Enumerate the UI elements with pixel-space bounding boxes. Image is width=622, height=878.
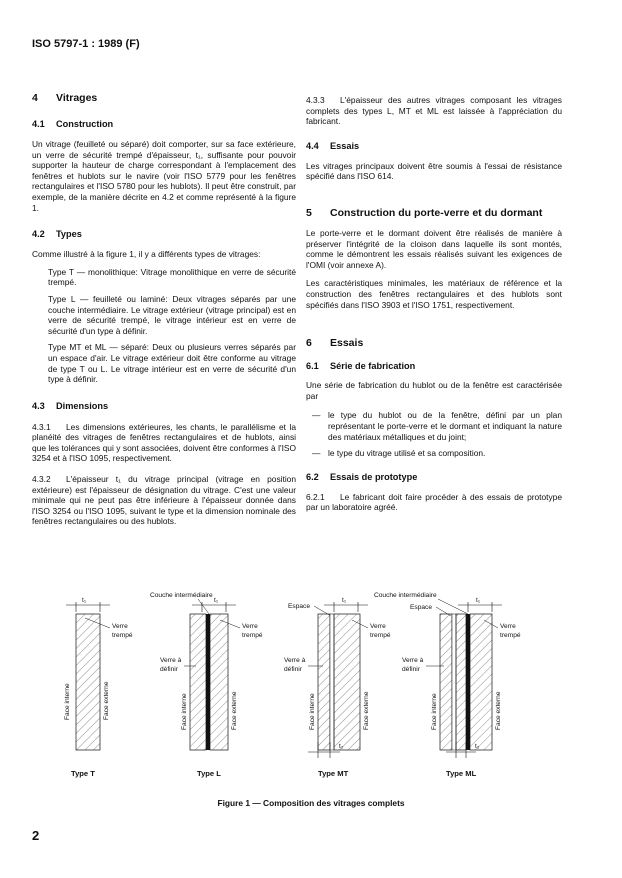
section-4-1-text: Un vitrage (feuilleté ou séparé) doit comporter, sur sa face extérieure, un verre de sécurité trempé d'épaisseur, t₁, suffisante pour pouvoir supporter la hauteur de charge correspondant à l'emplacement des fenêtres et hublots sur le navire (voir l'ISO 5779 pour les fenêtres rectangulaires et l'ISO 5780 pour les hublots). Il peut être construit, par exemple, de la manière décrite en 4.2 et comme représenté à la figure 1. xyxy=(32,139,296,213)
type-t-description: Type T — monolithique: Vitrage monolithique en verre de sécurité trempé. xyxy=(48,266,296,288)
section-6-2-heading: 6.2 Essais de prototype xyxy=(306,471,418,482)
verre-trempe-label: trempé xyxy=(370,632,391,639)
couche-intermediaire-label: Couche intermédiaire xyxy=(374,592,437,599)
section-6-1-text: Une série de fabrication du hublot ou de la fenêtre est caractérisée par xyxy=(306,380,562,401)
section-4-2-intro: Comme illustré à la figure 1, il y a différents types de vitrages: xyxy=(32,249,261,260)
type-l-label: Type L xyxy=(197,769,221,778)
section-4-heading: 4 Vitrages xyxy=(32,92,98,104)
section-6-1-heading: 6.1 Série de fabrication xyxy=(306,361,416,372)
face-externe-label: Face externe xyxy=(495,691,502,730)
type-t-diagram xyxy=(64,597,133,778)
type-l-diagram xyxy=(150,592,263,778)
right-column xyxy=(306,95,562,513)
type-l-description: Type L — feuilleté ou laminé: Deux vitrages séparés par une couche intermédiaire. Le vitrage extérieur (vitrage principal) est en verre de sécurité trempé, le vitrage intérieur est en verre de sécurité d'un type à définir. xyxy=(48,293,296,336)
section-4-4-heading: 4.4 Essais xyxy=(306,140,360,151)
page-number: 2 xyxy=(32,828,40,843)
left-column xyxy=(32,92,296,527)
face-externe-label: Face externe xyxy=(231,691,238,730)
section-4-4-text: Les vitrages principaux doivent être soumis à l'essai de résistance spécifié dans l'ISO 614. xyxy=(306,160,562,182)
section-4-3-3-text: 4.3.3 L'épaisseur des autres vitrages composant les vitrages complets des types L, MT et ML est laissée à l'appréciation du fabricant. xyxy=(306,95,562,127)
verre-trempe-label: trempé xyxy=(500,632,521,639)
face-interne-label: Face interne xyxy=(64,683,71,720)
verre-trempe-label: Verre xyxy=(242,623,258,630)
section-4-3-heading: 4.3 Dimensions xyxy=(32,400,109,411)
verre-a-definir-label: définir xyxy=(284,666,302,673)
section-4-3-2-text: 4.3.2 L'épaisseur t₁ du vitrage principal (vitrage en position extérieure) est l'épaisseur de désignation du vitrage. C'est une valeur minimale qui ne peut pas être inférieure à l'épaisseur donnée dans l'ISO 3254 ou l'ISO 1095, suivant le type et la dimension nominale des fenêtres rectangulaires ou des hublots. xyxy=(32,474,296,527)
t2-label: t₂ xyxy=(339,743,344,750)
espace-label: Espace xyxy=(288,603,310,610)
t1-label: t₁ xyxy=(214,597,219,604)
section-6-2-1-text: 6.2.1 Le fabricant doit faire procéder à des essais de prototype par un laboratoire agréé. xyxy=(306,491,562,513)
type-mt-label: Type MT xyxy=(318,769,349,778)
verre-a-definir-label: Verre à xyxy=(402,657,424,664)
section-6-1-item-2: — le type du vitrage utilisé et sa composition. xyxy=(312,448,486,459)
t1-label: t₁ xyxy=(342,597,347,604)
t1-label: t₁ xyxy=(82,597,87,604)
section-5-heading: 5 Construction du porte-verre et du dormant xyxy=(306,206,543,219)
face-interne-label: Face interne xyxy=(181,693,188,730)
face-externe-label: Face externe xyxy=(363,691,370,730)
face-interne-label: Face interne xyxy=(309,693,316,730)
section-5-paragraph-1: Le porte-verre et le dormant doivent être réalisés de manière à préserver l'intégrité de la cloison dans laquelle ils sont montés, comme le démontrent les essais réalisés suivant les exigences de l'OMI (voir annexe A). xyxy=(306,227,562,270)
verre-a-definir-label: définir xyxy=(160,666,178,673)
type-mt-ml-description: Type MT et ML — séparé: Deux ou plusieurs verres séparés par un espace d'air. Le vitrage extérieur doit être conforme au vitrage de type T ou L. Le vitrage intérieur est en verre de sécurité d'un type à définir. xyxy=(48,342,296,385)
verre-trempe-label: trempé xyxy=(112,632,133,639)
section-4-3-1-text: 4.3.1 Les dimensions extérieures, les chants, le parallélisme et la planéité des vitrages de fenêtres rectangulaires et de hublots, ainsi que les tolérances qui y sont associées, doivent être conformes à l'ISO 3254 et à l'ISO 1095, respectivement. xyxy=(32,421,296,464)
section-4-1-heading: 4.1 Construction xyxy=(32,119,114,129)
verre-a-definir-label: définir xyxy=(402,666,420,673)
couche-intermediaire-label: Couche intermédiaire xyxy=(150,592,213,599)
type-ml-diagram xyxy=(374,592,521,778)
t1-label: t₁ xyxy=(476,597,481,604)
face-externe-label: Face externe xyxy=(103,681,110,720)
section-4-2-heading: 4.2 Types xyxy=(32,229,82,240)
figure-caption: Figure 1 — Composition des vitrages complets xyxy=(217,798,405,808)
section-6-1-item-1: — le type du hublot ou de la fenêtre, défini par un plan représentant le porte-verre et le dormant et indiquant la nature des matériaux métalliques et du joint; xyxy=(312,410,562,442)
verre-a-definir-label: Verre à xyxy=(284,657,306,664)
type-mt-diagram xyxy=(284,597,391,778)
verre-trempe-label: Verre xyxy=(112,623,128,630)
document-header: ISO 5797-1 : 1989 (F) xyxy=(32,38,140,50)
verre-a-definir-label: Verre à xyxy=(160,657,182,664)
espace-label: Espace xyxy=(410,604,432,611)
section-6-heading: 6 Essais xyxy=(306,337,364,350)
type-t-label: Type T xyxy=(71,769,95,778)
verre-trempe-label: trempé xyxy=(242,632,263,639)
section-5-paragraph-2: Les caractéristiques minimales, les matériaux de référence et la construction des fenêtres rectangulaires et des hublots sont spécifiés dans l'ISO 3903 et l'ISO 1751, respectivement. xyxy=(306,278,562,310)
t2-label: t₂ xyxy=(475,743,480,750)
verre-trempe-label: Verre xyxy=(370,623,386,630)
verre-trempe-label: Verre xyxy=(500,623,516,630)
type-ml-label: Type ML xyxy=(446,769,477,778)
figure-1-diagram xyxy=(0,580,622,795)
face-interne-label: Face interne xyxy=(431,693,438,730)
